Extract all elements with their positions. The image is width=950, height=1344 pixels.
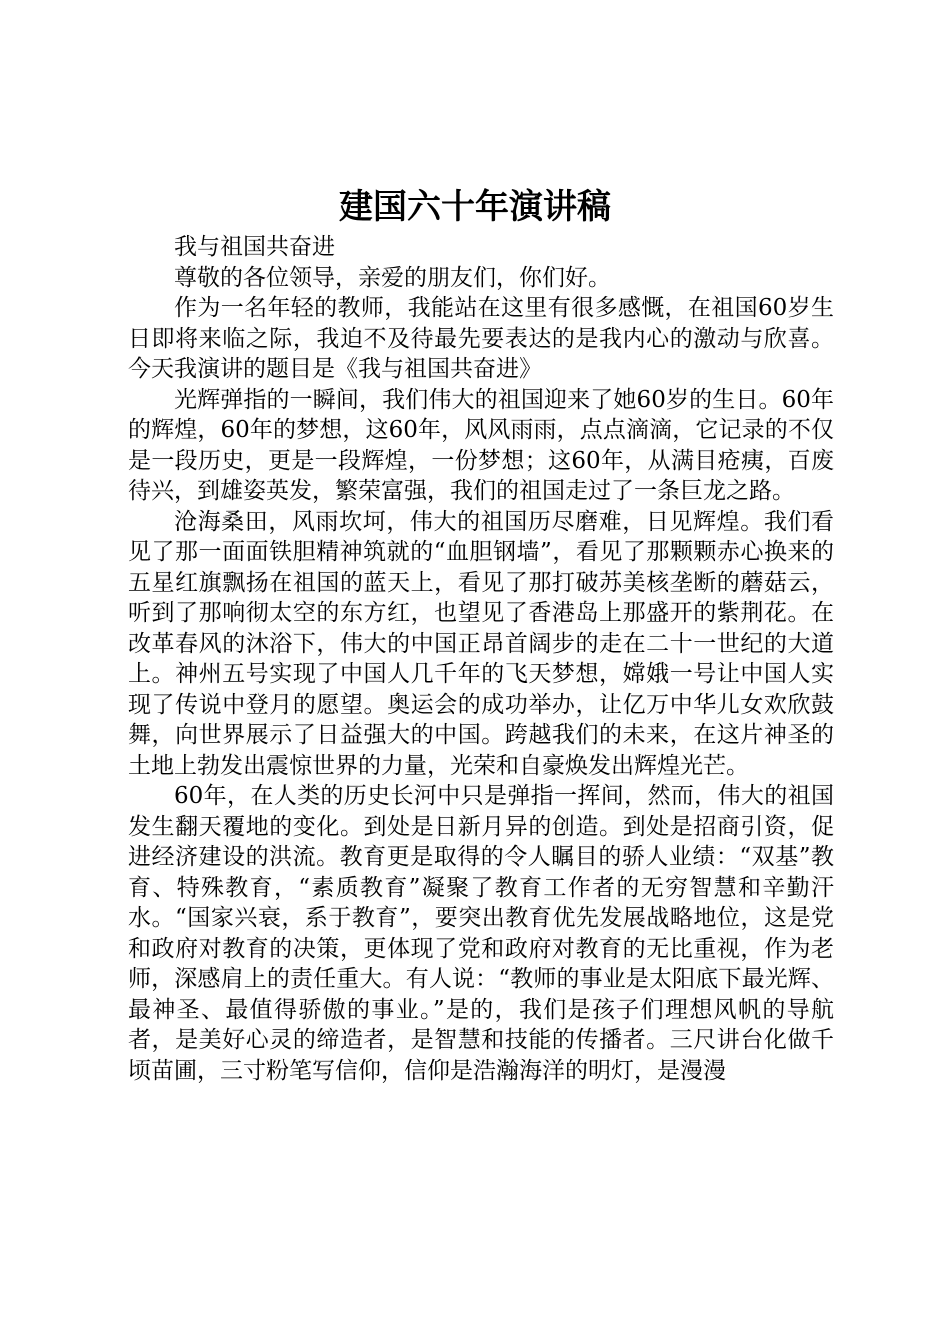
body-paragraph: 光辉弹指的一瞬间，我们伟大的祖国迎来了她60岁的生日。60年的辉煌，60年的梦想，这60年，风风雨雨，点点滴滴，它记录的不仅是一段历史，更是一段辉煌，一份梦想；这60年，从满目疮痍，百废待兴，到雄姿英发，繁荣富强，我们的祖国走过了一条巨龙之路。 bbox=[128, 386, 834, 504]
body-paragraph: 作为一名年轻的教师，我能站在这里有很多感慨，在祖国60岁生日即将来临之际，我迫不及待最先要表达的是我内心的激动与欣喜。今天我演讲的题目是《我与祖国共奋进》 bbox=[128, 295, 834, 382]
body-paragraph: 60年，在人类的历史长河中只是弹指一挥间，然而，伟大的祖国发生翻天覆地的变化。到处是日新月异的创造。到处是招商引资，促进经济建设的洪流。教育更是取得的令人瞩目的骄人业绩：“双基”教育、特殊教育，“素质教育”凝聚了教育工作者的无穷智慧和辛勤汗水。“国家兴衰，系于教育”，要突出教育优先发展战略地位，这是党和政府对教育的决策，更体现了党和政府对教育的无比重视，作为老师，深感肩上的责任重大。有人说：“教师的事业是太阳底下最光辉、最神圣、最值得骄傲的事业。”是的，我们是孩子们理想风帆的导航者，是美好心灵的缔造者，是智慧和技能的传播者。三尺讲台化做千顷苗圃，三寸粉笔写信仰，信仰是浩瀚海洋的明灯，是漫漫 bbox=[128, 783, 834, 1084]
subtitle-paragraph: 我与祖国共奋进 bbox=[174, 234, 335, 260]
greeting-paragraph: 尊敬的各位领导，亲爱的朋友们，你们好。 bbox=[174, 264, 611, 291]
document-body bbox=[128, 232, 834, 1086]
body-paragraph: 沧海桑田，风雨坎坷，伟大的祖国历尽磨难，日见辉煌。我们看见了那一面面铁胆精神筑就的“血胆钢墙”，看见了那颗颗赤心换来的五星红旗飘扬在祖国的蓝天上，看见了那打破苏美核垄断的蘑菇云，听到了那响彻太空的东方红，也望见了香港岛上那盛开的紫荆花。在改革春风的沐浴下，伟大的中国正昂首阔步的走在二十一世纪的大道上。神州五号实现了中国人几千年的飞天梦想，嫦娥一号让中国人实现了传说中登月的愿望。奥运会的成功举办，让亿万中华儿女欢欣鼓舞，向世界展示了日益强大的中国。跨越我们的未来，在这片神圣的土地上勃发出震惊世界的力量，光荣和自豪焕发出辉煌光芒。 bbox=[128, 508, 834, 779]
page-title: 建国六十年演讲稿 bbox=[339, 187, 611, 227]
